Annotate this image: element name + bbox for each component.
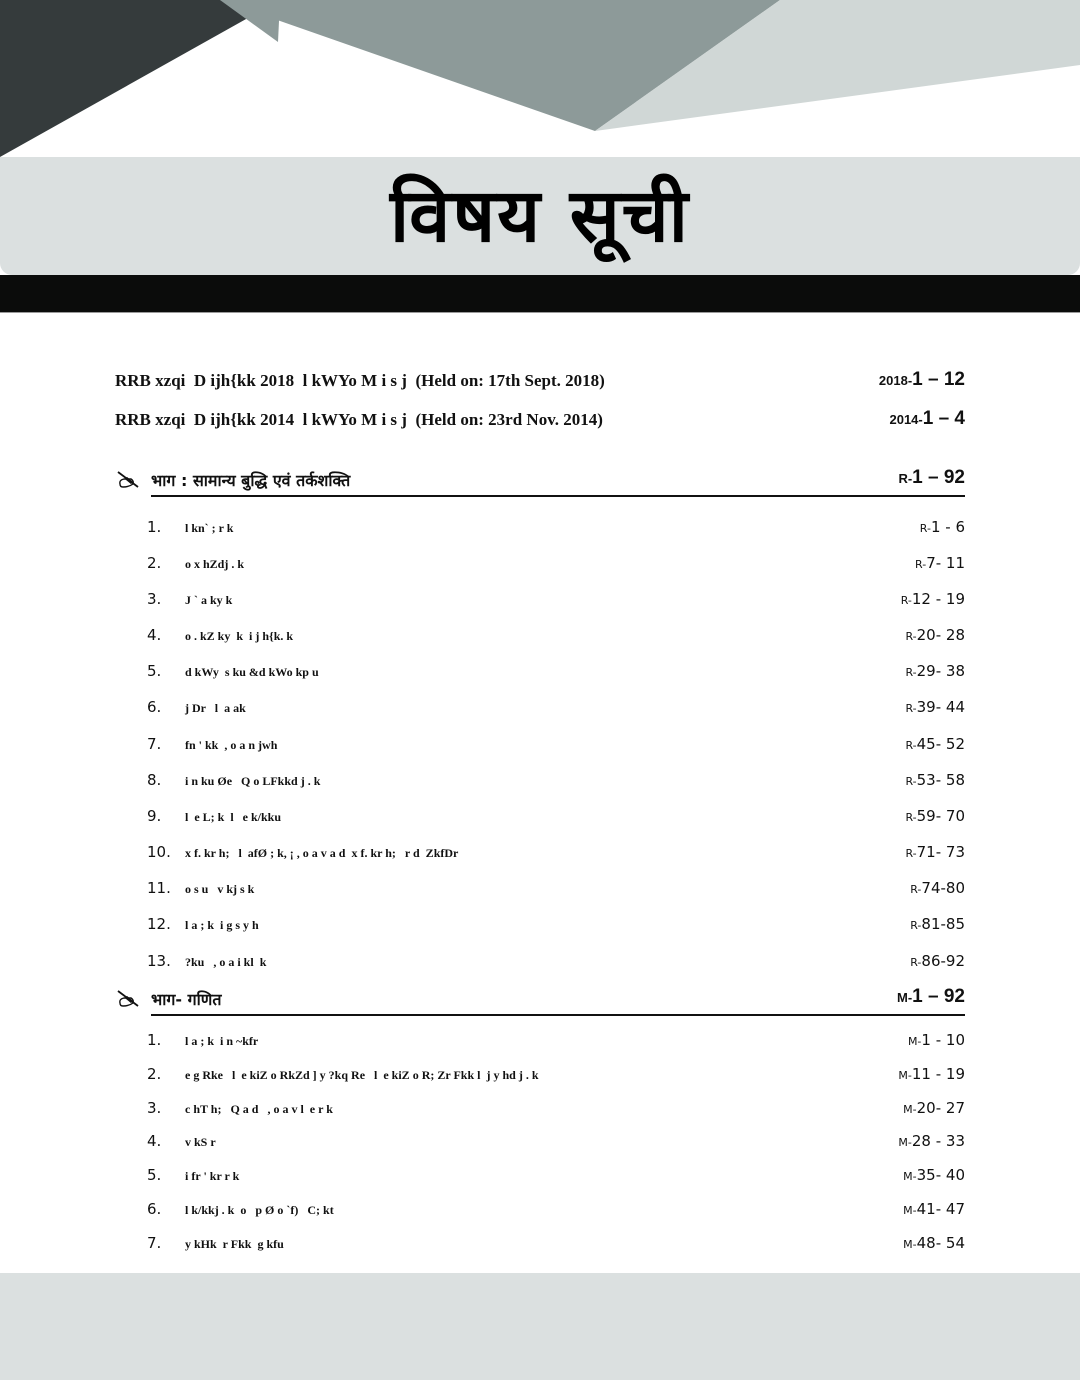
item-number: 7.: [147, 735, 162, 753]
paper-title: RRB xzqi D ijh{kk 2018 l kWYo M i s j (Held on: 17th Sept. 2018): [115, 371, 605, 390]
item-title: j Dr l a ak: [185, 701, 246, 715]
section-heading-reasoning[interactable]: [0, 467, 1080, 499]
toc-item[interactable]: [0, 1099, 1080, 1125]
item-page-range: M-35- 40: [903, 1166, 965, 1184]
toc-item[interactable]: [0, 843, 1080, 869]
toc-item[interactable]: [0, 952, 1080, 978]
item-page-range: M-11 - 19: [898, 1065, 965, 1083]
item-title: l kn` ; r k: [185, 521, 234, 535]
item-number: 5.: [147, 662, 162, 680]
item-title: c hT h; Q a d , o a v l e r k: [185, 1102, 333, 1116]
toc-item[interactable]: [0, 807, 1080, 833]
item-number: 13.: [147, 952, 171, 970]
item-title: i fr ' kr r k: [185, 1169, 240, 1183]
item-title: y kHk r Fkk g kfu: [185, 1237, 284, 1251]
item-page-range: R-7- 11: [915, 554, 965, 572]
toc-item[interactable]: [0, 626, 1080, 652]
toc-item[interactable]: [0, 735, 1080, 761]
toc-item[interactable]: [0, 879, 1080, 905]
item-page-range: R-53- 58: [905, 771, 965, 789]
item-page-range: R-12 - 19: [900, 590, 965, 608]
item-title: l a ; k i g s y h: [185, 918, 259, 932]
item-title: J ` a ky k: [185, 593, 233, 607]
item-title: l e L; k l e k/kku: [185, 810, 282, 824]
item-title: ?ku , o a i kl k: [185, 955, 267, 969]
item-number: 6.: [147, 1200, 162, 1218]
item-page-range: M-48- 54: [903, 1234, 965, 1252]
toc-item[interactable]: [0, 1132, 1080, 1158]
toc-item[interactable]: [0, 698, 1080, 724]
item-number: 9.: [147, 807, 162, 825]
item-page-range: M-1 - 10: [907, 1031, 965, 1049]
toc-item[interactable]: [0, 1031, 1080, 1057]
header-divider-bar: [0, 275, 1080, 312]
page-title: विषय सूची: [390, 172, 690, 259]
toc-entry-paper-2014[interactable]: [0, 406, 1080, 436]
toc-item[interactable]: [0, 915, 1080, 941]
toc-item[interactable]: [0, 1166, 1080, 1192]
section-heading-maths[interactable]: [0, 986, 1080, 1018]
item-page-range: R-1 - 6: [919, 518, 965, 536]
section-page-range: R-1 – 92: [898, 467, 965, 488]
item-page-range: M-20- 27: [903, 1099, 965, 1117]
footer-band: [0, 1273, 1080, 1380]
paper-page-range: 2014-1 – 4: [889, 408, 965, 429]
item-number: 4.: [147, 1132, 162, 1150]
item-number: 7.: [147, 1234, 162, 1252]
item-number: 3.: [147, 590, 162, 608]
item-title: o x hZdj . k: [185, 557, 245, 571]
item-title: x f. kr h; l afØ ; k, ¡ , o a v a d x f. kr h; r d ZkfDr: [185, 846, 459, 860]
item-title: o s u v kj s k: [185, 882, 255, 896]
item-page-range: M-41- 47: [903, 1200, 965, 1218]
toc-item[interactable]: [0, 1200, 1080, 1226]
toc-item[interactable]: [0, 590, 1080, 616]
pen-writing-icon: [116, 989, 140, 1009]
section-page-range: M-1 – 92: [897, 986, 965, 1007]
item-number: 6.: [147, 698, 162, 716]
item-number: 12.: [147, 915, 171, 933]
item-page-range: R-45- 52: [905, 735, 965, 753]
item-number: 8.: [147, 771, 162, 789]
item-page-range: R-20- 28: [905, 626, 965, 644]
item-number: 11.: [147, 879, 171, 897]
section-title: भाग- गणित: [151, 990, 222, 1009]
item-title: l a ; k i n ~kfr: [185, 1034, 259, 1048]
item-page-range: R-29- 38: [905, 662, 965, 680]
toc-item[interactable]: [0, 1234, 1080, 1260]
item-page-range: R-81-85: [910, 915, 965, 933]
item-page-range: R-59- 70: [905, 807, 965, 825]
item-page-range: R-39- 44: [905, 698, 965, 716]
section-underline: [151, 495, 965, 497]
item-number: 1.: [147, 518, 162, 536]
item-number: 3.: [147, 1099, 162, 1117]
item-number: 2.: [147, 1065, 162, 1083]
item-title: d kWy s ku &d kWo kp u: [185, 665, 319, 679]
paper-page-range: 2018-1 – 12: [878, 369, 965, 390]
item-page-range: R-71- 73: [905, 843, 965, 861]
pen-writing-icon: [116, 470, 140, 490]
item-title: l k/kkj . k o p Ø o `f) C; kt: [185, 1203, 334, 1217]
toc-item[interactable]: [0, 1065, 1080, 1091]
item-number: 1.: [147, 1031, 162, 1049]
toc-entry-paper-2018[interactable]: [0, 367, 1080, 397]
item-page-range: R-74-80: [910, 879, 965, 897]
item-page-range: R-86-92: [910, 952, 965, 970]
item-page-range: M-28 - 33: [898, 1132, 965, 1150]
toc-item[interactable]: [0, 518, 1080, 544]
toc-item[interactable]: [0, 554, 1080, 580]
banner-geometric-shapes: [0, 0, 1080, 160]
item-title: i n ku Øe Q o LFkkd j . k: [185, 774, 321, 788]
section-title: भाग : सामान्य बुद्धि एवं तर्कशक्ति: [151, 471, 351, 490]
section-underline: [151, 1014, 965, 1016]
item-title: v kS r: [185, 1135, 216, 1149]
item-number: 2.: [147, 554, 162, 572]
toc-item[interactable]: [0, 662, 1080, 688]
item-number: 4.: [147, 626, 162, 644]
title-band: [0, 157, 1080, 275]
item-title: e g Rke l e kiZ o RkZd ] y ?kq Re l e kiZ o R; Zr Fkk l j y hd j . k: [185, 1068, 539, 1082]
item-title: fn ' kk , o a n jwh: [185, 738, 278, 752]
item-number: 10.: [147, 843, 171, 861]
item-title: o . kZ ky k i j h{k. k: [185, 629, 294, 643]
paper-title: RRB xzqi D ijh{kk 2014 l kWYo M i s j (Held on: 23rd Nov. 2014): [115, 410, 603, 429]
toc-item[interactable]: [0, 771, 1080, 797]
item-number: 5.: [147, 1166, 162, 1184]
